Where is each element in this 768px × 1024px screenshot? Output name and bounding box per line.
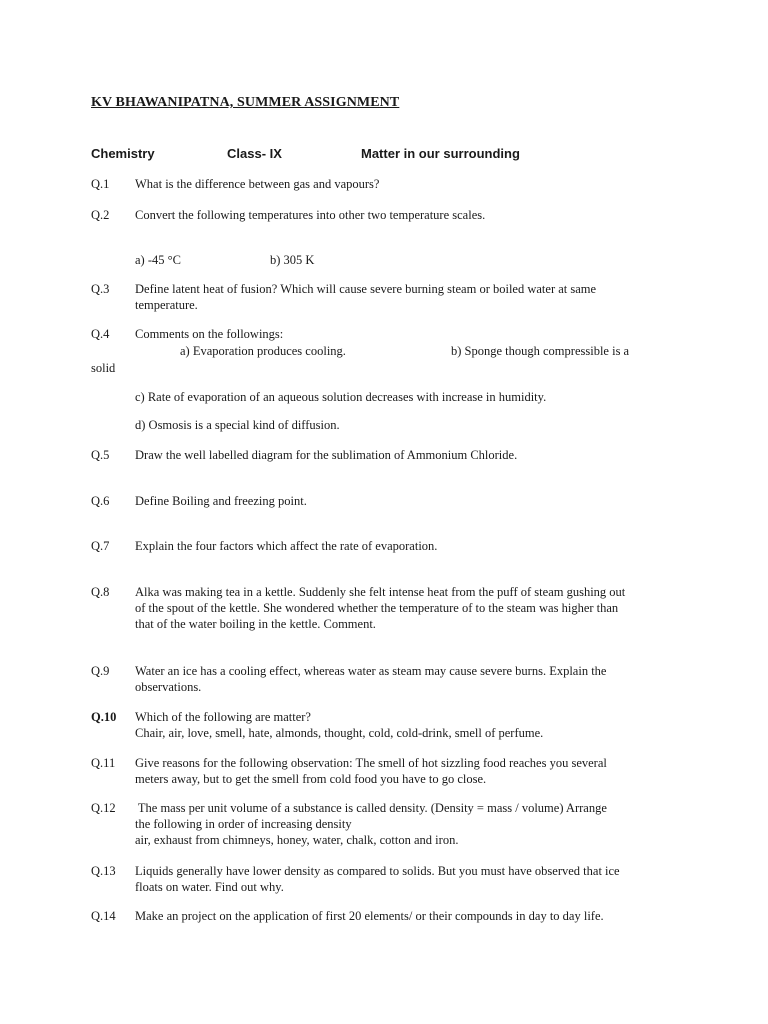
question-text-line: Water an ice has a cooling effect, whereas water as steam may cause severe burns. Explain the [135,664,607,678]
question-number: Q.2 [91,208,110,222]
question-number: Q.14 [91,909,116,923]
class-label: Class- IX [227,146,282,161]
question-number: Q.5 [91,448,110,462]
question-text-line: the following in order of increasing density [135,817,352,831]
question-text: Make an project on the application of first 20 elements/ or their compounds in day to day life. [135,909,604,923]
question-text-line: temperature. [135,298,198,312]
chapter-label: Matter in our surrounding [361,146,520,161]
q4-option-b: b) Sponge though compressible is a [451,344,630,358]
question-number: Q.11 [91,756,116,770]
question-text-line: Define latent heat of fusion? Which will cause severe burning steam or boiled water at same [135,282,597,296]
question-text-line: Liquids generally have lower density as compared to solids. But you must have observed that ice [135,864,620,878]
question-text-line: air, exhaust from chimneys, honey, water, chalk, cotton and iron. [135,833,459,847]
question-text: What is the difference between gas and vapours? [135,177,380,191]
page-title: KV BHAWANIPATNA, SUMMER ASSIGNMENT [91,95,400,110]
question-text: Explain the four factors which affect the rate of evaporation. [135,539,438,553]
question-text-line: Alka was making tea in a kettle. Suddenly she felt intense heat from the puff of steam gushing out [135,585,626,599]
question-text-line: Which of the following are matter? [135,710,311,724]
question-number: Q.3 [91,282,110,296]
question-text-line: that of the water boiling in the kettle. Comment. [135,617,376,631]
question-number: Q.1 [91,177,110,191]
question-text-line: Chair, air, love, smell, hate, almonds, thought, cold, cold-drink, smell of perfume. [135,726,544,740]
q2-option-b: b) 305 K [270,253,315,267]
q4-option-b-continued: solid [91,361,116,375]
question-number: Q.9 [91,664,110,678]
question-text: Draw the well labelled diagram for the sublimation of Ammonium Chloride. [135,448,518,462]
q4-option-d: d) Osmosis is a special kind of diffusion. [135,418,340,432]
question-text: Convert the following temperatures into other two temperature scales. [135,208,486,222]
q2-option-a: a) -45 °C [135,253,181,267]
question-text: Define Boiling and freezing point. [135,494,307,508]
subject-label: Chemistry [91,146,155,161]
question-text-line: floats on water. Find out why. [135,880,284,894]
question-number: Q.7 [91,539,110,553]
question-text-line: The mass per unit volume of a substance is called density. (Density = mass / volume) Arrange [135,801,607,815]
q4-option-c: c) Rate of evaporation of an aqueous solution decreases with increase in humidity. [135,390,547,404]
question-number: Q.4 [91,327,110,341]
question-number: Q.12 [91,801,116,815]
question-number: Q.13 [91,864,116,878]
question-text-line: meters away, but to get the smell from cold food you have to go close. [135,772,487,786]
question-number: Q.8 [91,585,110,599]
question-number: Q.10 [91,710,117,724]
question-text-line: observations. [135,680,202,694]
question-number: Q.6 [91,494,110,508]
q4-option-a: a) Evaporation produces cooling. [180,344,346,358]
question-text-line: of the spout of the kettle. She wondered whether the temperature of to the steam was higher than [135,601,619,615]
question-text-line: Give reasons for the following observation: The smell of hot sizzling food reaches you several [135,756,607,770]
question-text: Comments on the followings: [135,327,284,341]
